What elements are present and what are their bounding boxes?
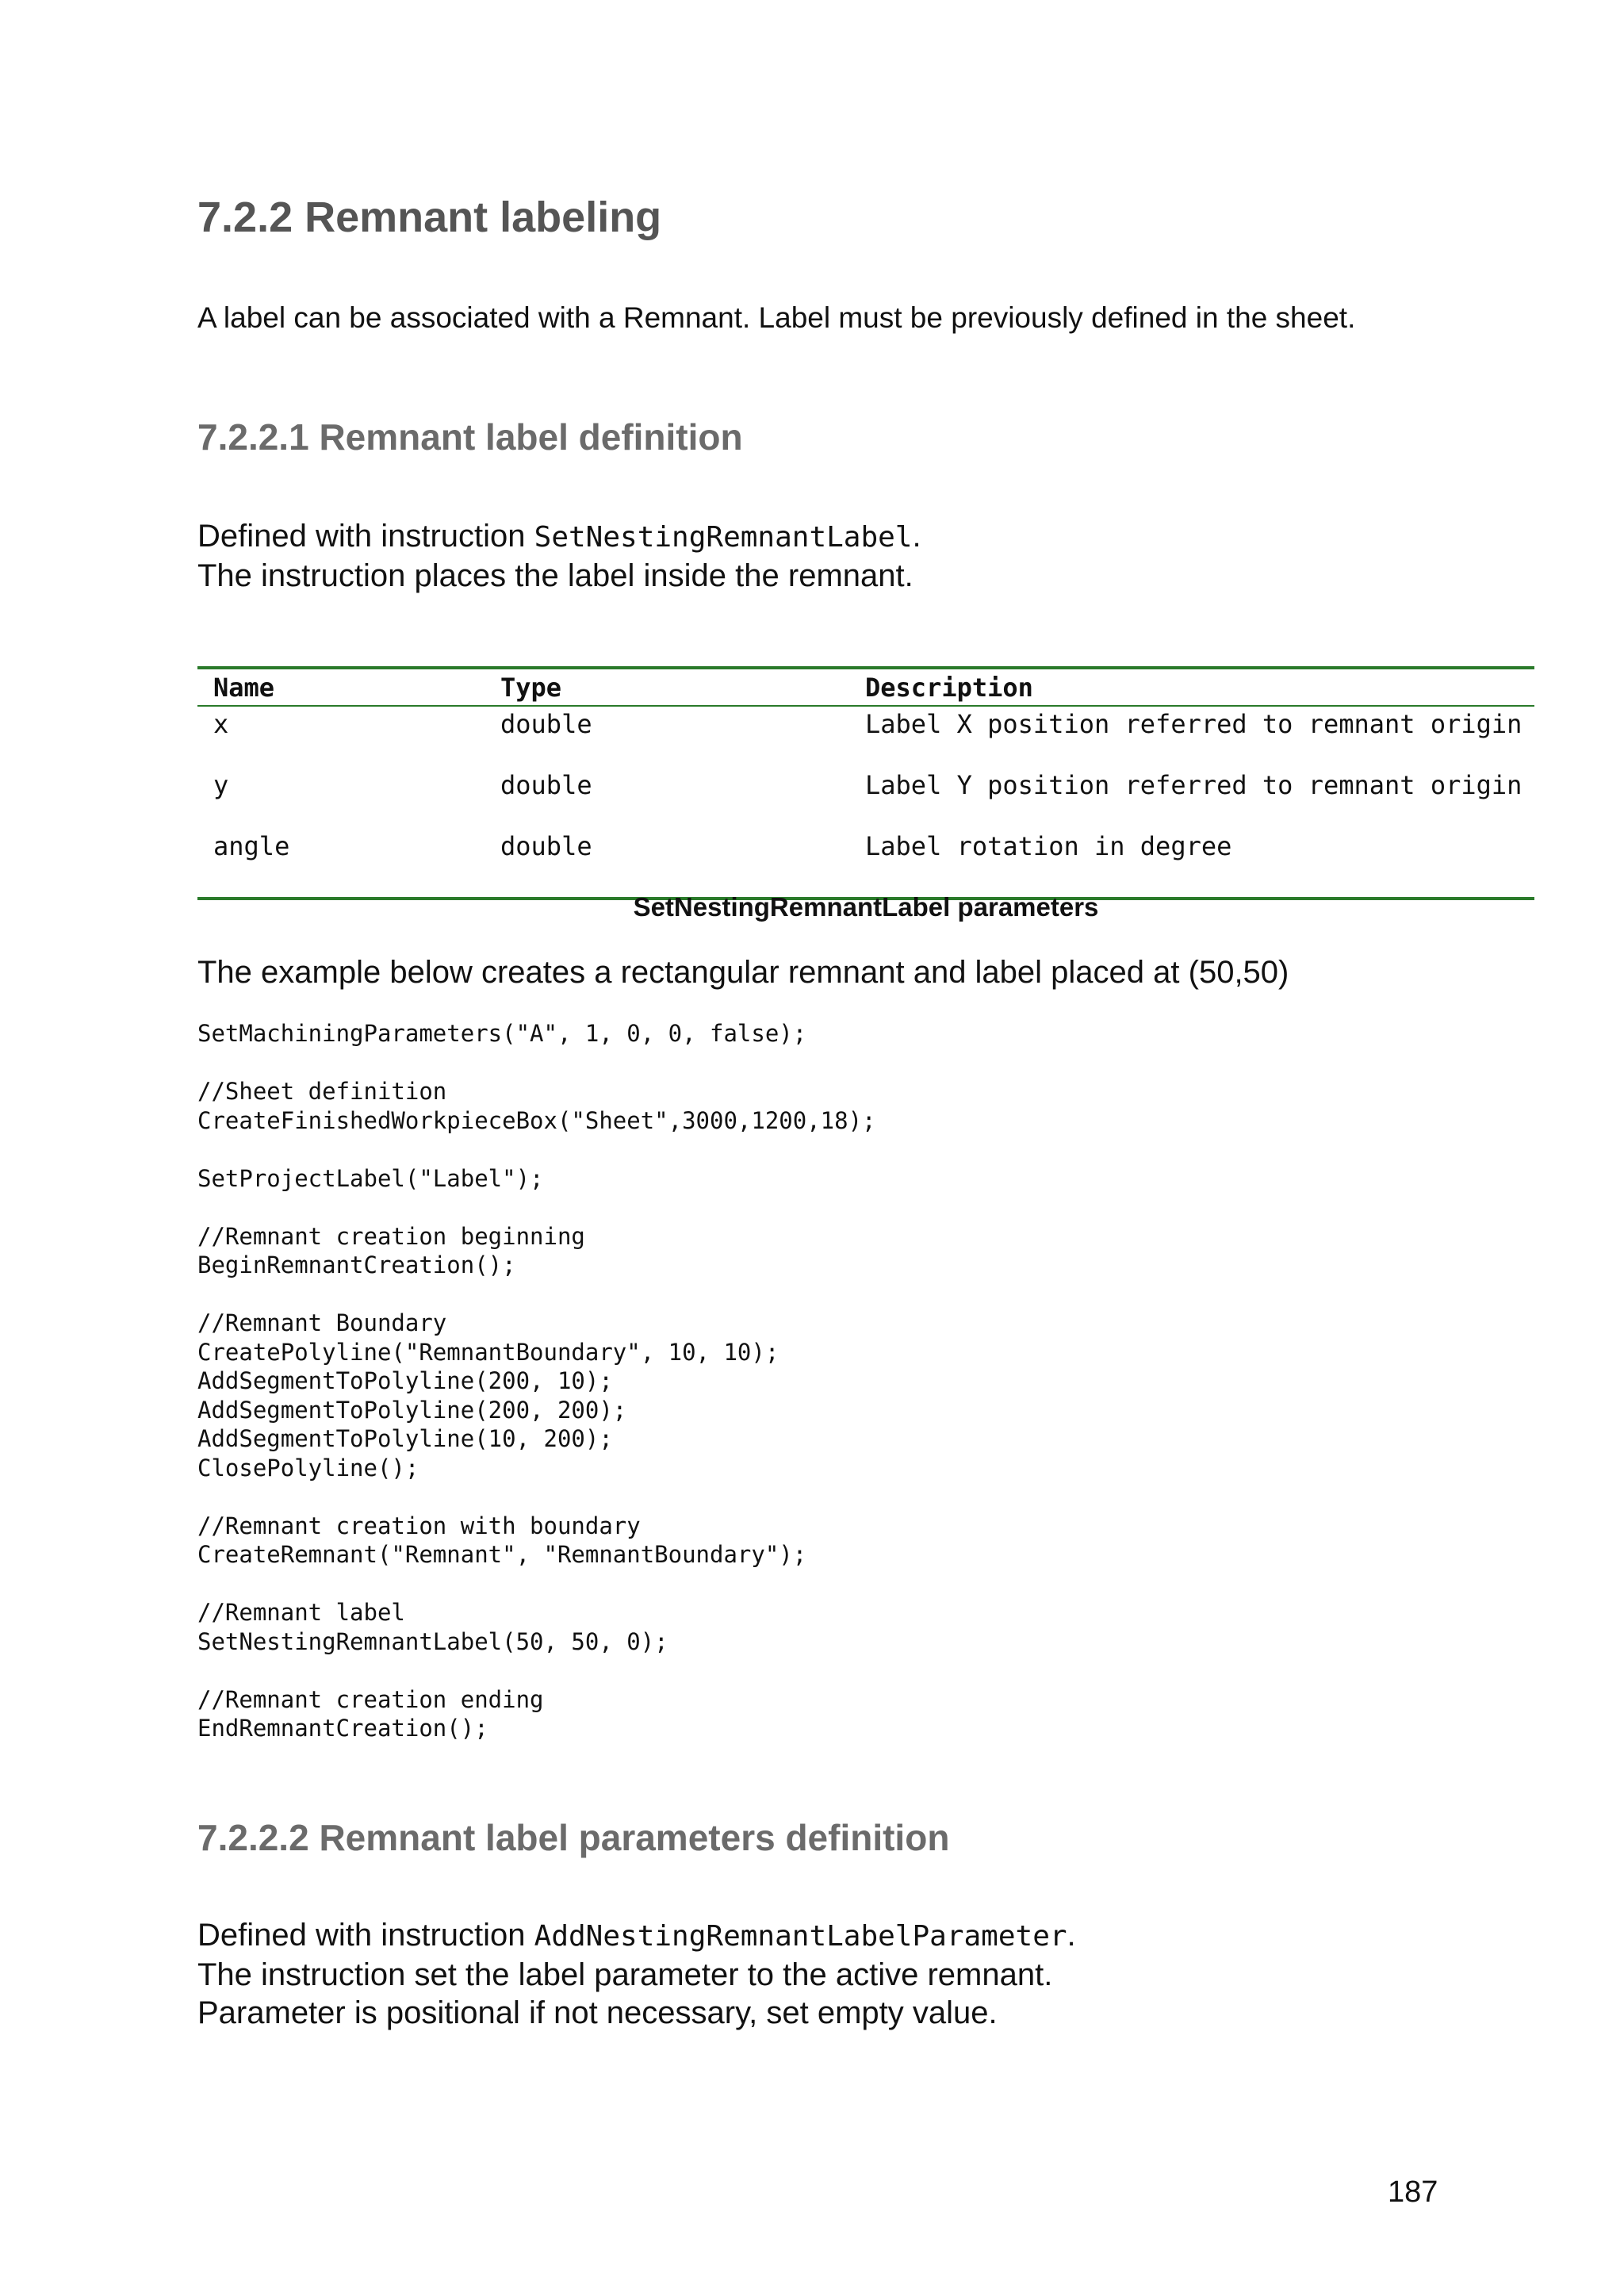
code-line: SetNestingRemnantLabel(50, 50, 0); [197, 1627, 668, 1655]
paragraph-text: Defined with instruction [197, 1918, 534, 1953]
paragraph-line: The instruction places the label inside the remnant. [197, 558, 914, 593]
code-line: //Remnant creation beginning [197, 1222, 585, 1250]
code-example [197, 1019, 876, 1743]
code-line: BeginRemnantCreation(); [197, 1251, 516, 1278]
table-cell-type: double [500, 709, 592, 739]
section-intro: A label can be associated with a Remnant. Label must be previously defined in the sheet. [197, 301, 1356, 334]
table-cell-description: Label X position referred to remnant origin [865, 709, 1522, 739]
code-line: AddSegmentToPolyline(10, 200); [197, 1425, 613, 1452]
paragraph-line [197, 1916, 1076, 1956]
code-line: CreatePolyline("RemnantBoundary", 10, 10); [197, 1338, 779, 1366]
table-cell-name: x [213, 709, 229, 739]
table-caption: SetNestingRemnantLabel parameters [633, 892, 1099, 922]
code-line: EndRemnantCreation(); [197, 1715, 488, 1742]
table-cell-description: Label rotation in degree [865, 831, 1232, 861]
table-cell-type: double [500, 770, 592, 800]
code-line: //Remnant creation with boundary [197, 1512, 641, 1539]
table-header-description: Description [865, 673, 1033, 703]
code-line: AddSegmentToPolyline(200, 10); [197, 1367, 613, 1394]
code-line [197, 1280, 876, 1309]
subsection-heading-label-definition: 7.2.2.1 Remnant label definition [197, 416, 743, 458]
paragraph-text: Defined with instruction [197, 519, 534, 554]
paragraph-line: Parameter is positional if not necessary, set empty value. [197, 1995, 998, 2030]
code-line [197, 1135, 876, 1164]
code-line [197, 1570, 876, 1599]
table-row [197, 831, 1534, 863]
table-header-type: Type [500, 673, 562, 703]
example-intro: The example below creates a rectangular remnant and label placed at (50,50) [197, 955, 1289, 990]
page-number: 187 [1388, 2175, 1438, 2209]
paragraph-line [197, 517, 921, 557]
table-cell-name: angle [213, 831, 290, 861]
instruction-name: SetNestingRemnantLabel [534, 521, 913, 554]
paragraph-text: . [912, 519, 921, 554]
code-line: CreateFinishedWorkpieceBox("Sheet",3000,1200,18); [197, 1106, 876, 1134]
code-line: AddSegmentToPolyline(200, 200); [197, 1396, 627, 1424]
code-line [197, 1656, 876, 1685]
table-row [197, 770, 1534, 802]
code-line: //Remnant creation ending [197, 1685, 544, 1713]
label-definition-paragraph [197, 517, 921, 595]
table-header-name: Name [213, 673, 275, 703]
subsection-heading-label-parameters: 7.2.2.2 Remnant label parameters definition [197, 1817, 950, 1858]
table-cell-type: double [500, 831, 592, 861]
code-line [197, 1193, 876, 1222]
parameters-table [197, 666, 1534, 900]
code-line: SetProjectLabel("Label"); [197, 1164, 544, 1192]
instruction-name: AddNestingRemnantLabelParameter [534, 1920, 1067, 1953]
paragraph-text: . [1067, 1918, 1076, 1953]
paragraph-line: The instruction set the label parameter to the active remnant. [197, 1957, 1053, 1992]
label-parameters-paragraph [197, 1916, 1076, 2032]
table-header-row [197, 669, 1534, 707]
code-line [197, 1048, 876, 1078]
code-line: //Sheet definition [197, 1078, 447, 1105]
code-line: ClosePolyline(); [197, 1454, 419, 1481]
code-line: //Remnant label [197, 1599, 405, 1626]
section-heading: 7.2.2 Remnant labeling [197, 194, 662, 241]
code-line: CreateRemnant("Remnant", "RemnantBoundary"); [197, 1541, 807, 1568]
code-line [197, 1482, 876, 1512]
code-line: SetMachiningParameters("A", 1, 0, 0, false); [197, 1020, 807, 1047]
code-line: //Remnant Boundary [197, 1309, 447, 1336]
table-cell-description: Label Y position referred to remnant origin [865, 770, 1522, 800]
table-cell-name: y [213, 770, 229, 800]
table-row [197, 709, 1534, 741]
